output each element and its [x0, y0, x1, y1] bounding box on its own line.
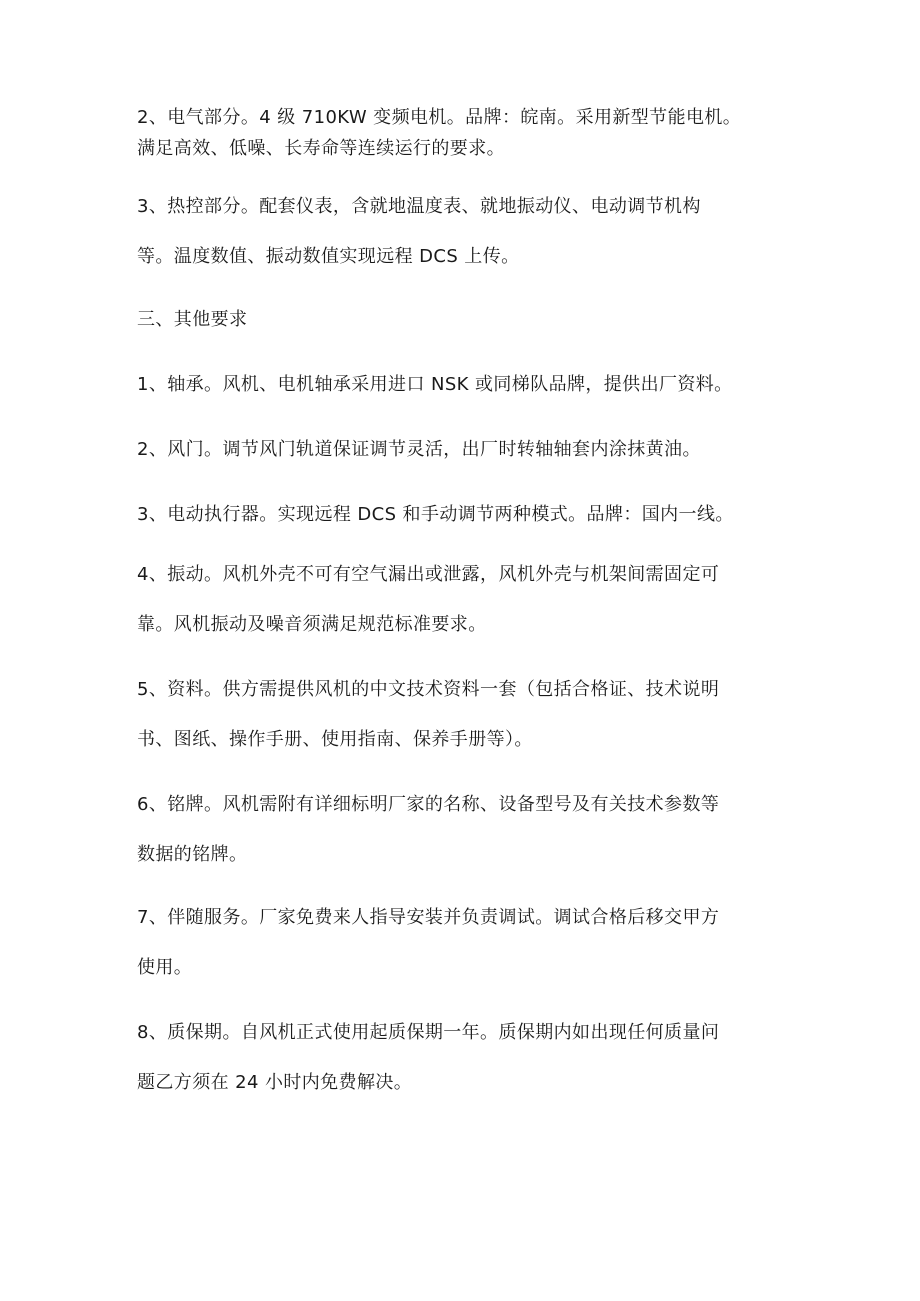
- paragraph-bearing: [137, 371, 733, 399]
- paragraph-nameplate: [137, 791, 719, 869]
- paragraph-thermal-control: [137, 193, 701, 271]
- heading-text: 三、其他要求: [137, 309, 248, 330]
- paragraph-actuator: [137, 501, 734, 529]
- text-line: 等。温度数值、振动数值实现远程 DCS 上传。: [137, 246, 520, 267]
- text-line: 书、图纸、操作手册、使用指南、保养手册等）。: [137, 729, 533, 750]
- text-line: 4、振动。风机外壳不可有空气漏出或泄露，风机外壳与机架间需固定可: [137, 564, 720, 585]
- paragraph-warranty: [137, 1019, 719, 1097]
- paragraph-service: [137, 904, 719, 982]
- paragraph-electrical: [137, 104, 741, 163]
- text-line: 6、铭牌。风机需附有详细标明厂家的名称、设备型号及有关技术参数等: [137, 794, 720, 815]
- text-line: 3、电动执行器。实现远程 DCS 和手动调节两种模式。品牌：国内一线。: [137, 504, 734, 525]
- text-line: 3、热控部分。配套仪表，含就地温度表、就地振动仪、电动调节机构: [137, 196, 701, 217]
- text-line: 2、电气部分。4 级 710KW 变频电机。品牌：皖南。采用新型节能电机。: [137, 107, 742, 128]
- text-line: 数据的铭牌。: [137, 844, 248, 865]
- text-line: 题乙方须在 24 小时内免费解决。: [137, 1072, 413, 1093]
- paragraph-damper: [137, 436, 701, 464]
- text-line: 8、质保期。自风机正式使用起质保期一年。质保期内如出现任何质量问: [137, 1022, 720, 1043]
- text-line: 2、风门。调节风门轨道保证调节灵活，出厂时转轴轴套内涂抹黄油。: [137, 439, 701, 460]
- text-line: 靠。风机振动及噪音须满足规范标准要求。: [137, 614, 487, 635]
- text-line: 5、资料。供方需提供风机的中文技术资料一套（包括合格证、技术说明: [137, 679, 720, 700]
- text-line: 满足高效、低噪、长寿命等连续运行的要求。: [137, 138, 505, 159]
- text-line: 7、伴随服务。厂家免费来人指导安装并负责调试。调试合格后移交甲方: [137, 907, 720, 928]
- text-line: 1、轴承。风机、电机轴承采用进口 NSK 或同梯队品牌，提供出厂资料。: [137, 374, 733, 395]
- paragraph-vibration: [137, 561, 719, 639]
- text-line: 使用。: [137, 957, 193, 978]
- paragraph-documentation: [137, 676, 719, 754]
- section-heading-other-requirements: [137, 306, 247, 334]
